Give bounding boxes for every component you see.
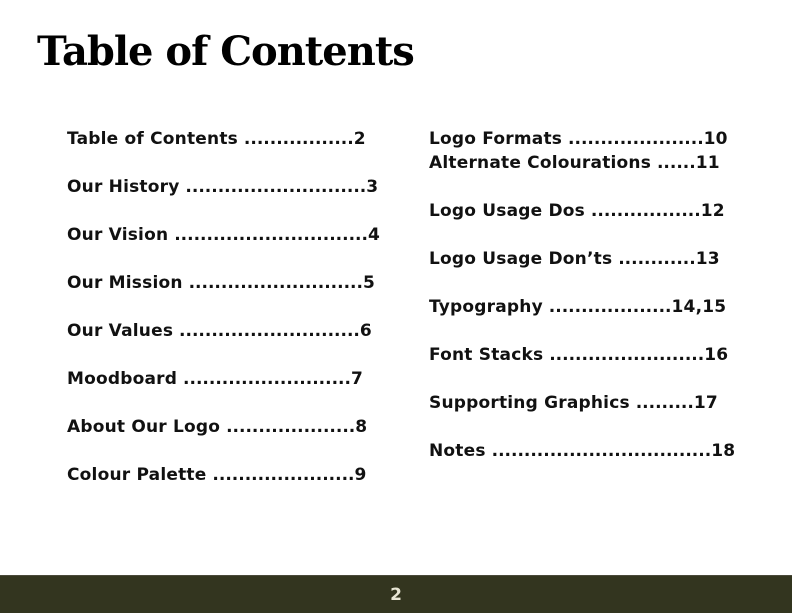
toc-leader-dots: ......... (629, 393, 694, 413)
toc-leader-dots: ...................... (206, 465, 355, 485)
toc-entry-page: 12 (700, 201, 725, 221)
toc-entry-label: Typography (429, 297, 543, 317)
page-title: Table of Contents (37, 28, 414, 75)
toc-entry-table-of-contents[interactable] (67, 128, 366, 150)
toc-entry-moodboard[interactable] (67, 368, 363, 390)
toc-entry-label: Logo Usage Dos (429, 201, 585, 221)
toc-leader-dots: ........................... (182, 273, 363, 293)
toc-entry-label: Moodboard (67, 369, 178, 389)
toc-entry-page: 17 (693, 393, 718, 413)
toc-entry-label: Notes (429, 441, 486, 461)
toc-entry-supporting-graphics[interactable] (429, 392, 718, 414)
toc-entry-our-values[interactable] (67, 320, 372, 342)
toc-entry-logo-usage-donts[interactable] (429, 248, 720, 270)
toc-entry-logo-formats[interactable] (429, 128, 728, 150)
toc-entry-logo-usage-dos[interactable] (429, 200, 725, 222)
toc-entry-page: 4 (367, 225, 380, 245)
toc-entry-label: About Our Logo (67, 417, 221, 437)
toc-entry-font-stacks[interactable] (429, 344, 728, 366)
toc-entry-page: 14,15 (671, 297, 727, 317)
toc-leader-dots: ...... (651, 153, 696, 173)
toc-leader-dots: ............................ (173, 321, 360, 341)
toc-leader-dots: .................... (220, 417, 356, 437)
toc-entry-page: 11 (695, 153, 720, 173)
toc-entry-page: 7 (350, 369, 363, 389)
toc-entry-page: 9 (354, 465, 367, 485)
toc-entry-label: Font Stacks (429, 345, 544, 365)
toc-entry-our-vision[interactable] (67, 224, 380, 246)
toc-entry-typography[interactable] (429, 296, 726, 318)
toc-entry-page: 5 (362, 273, 375, 293)
toc-entry-page: 13 (695, 249, 720, 269)
toc-leader-dots: ........................ (543, 345, 705, 365)
toc-entry-label: Supporting Graphics (429, 393, 630, 413)
toc-entry-page: 2 (353, 129, 366, 149)
toc-entry-label: Colour Palette (67, 465, 207, 485)
toc-entry-page: 16 (704, 345, 729, 365)
toc-entry-page: 6 (359, 321, 372, 341)
toc-entry-page: 3 (366, 177, 379, 197)
toc-entry-notes[interactable] (429, 440, 735, 462)
toc-entry-label: Logo Usage Don’ts (429, 249, 613, 269)
toc-entry-label: Our History (67, 177, 180, 197)
page-number: 2 (390, 584, 402, 605)
toc-entry-label: Logo Formats (429, 129, 563, 149)
footer-bar (0, 575, 792, 613)
toc-entry-label: Our Vision (67, 225, 169, 245)
toc-entry-our-mission[interactable] (67, 272, 375, 294)
toc-entry-page: 8 (355, 417, 368, 437)
toc-leader-dots: .............................. (168, 225, 368, 245)
toc-leader-dots: ..................... (562, 129, 704, 149)
toc-leader-dots: ............ (612, 249, 696, 269)
toc-leader-dots: ................... (542, 297, 672, 317)
toc-entry-page: 18 (711, 441, 736, 461)
toc-leader-dots: .......................... (177, 369, 351, 389)
toc-leader-dots: ................. (237, 129, 354, 149)
toc-leader-dots: ................. (585, 201, 701, 221)
toc-entry-label: Our Values (67, 321, 174, 341)
toc-entry-our-history[interactable] (67, 176, 378, 198)
toc-entry-label: Table of Contents (67, 129, 238, 149)
toc-entry-label: Our Mission (67, 273, 183, 293)
toc-entry-label: Alternate Colourations (429, 153, 652, 173)
toc-entry-alternate-colourations[interactable] (429, 152, 720, 174)
toc-leader-dots: .................................. (485, 441, 712, 461)
toc-entry-colour-palette[interactable] (67, 464, 367, 486)
toc-entry-page: 10 (703, 129, 728, 149)
toc-entry-about-our-logo[interactable] (67, 416, 367, 438)
toc-leader-dots: ............................ (179, 177, 367, 197)
